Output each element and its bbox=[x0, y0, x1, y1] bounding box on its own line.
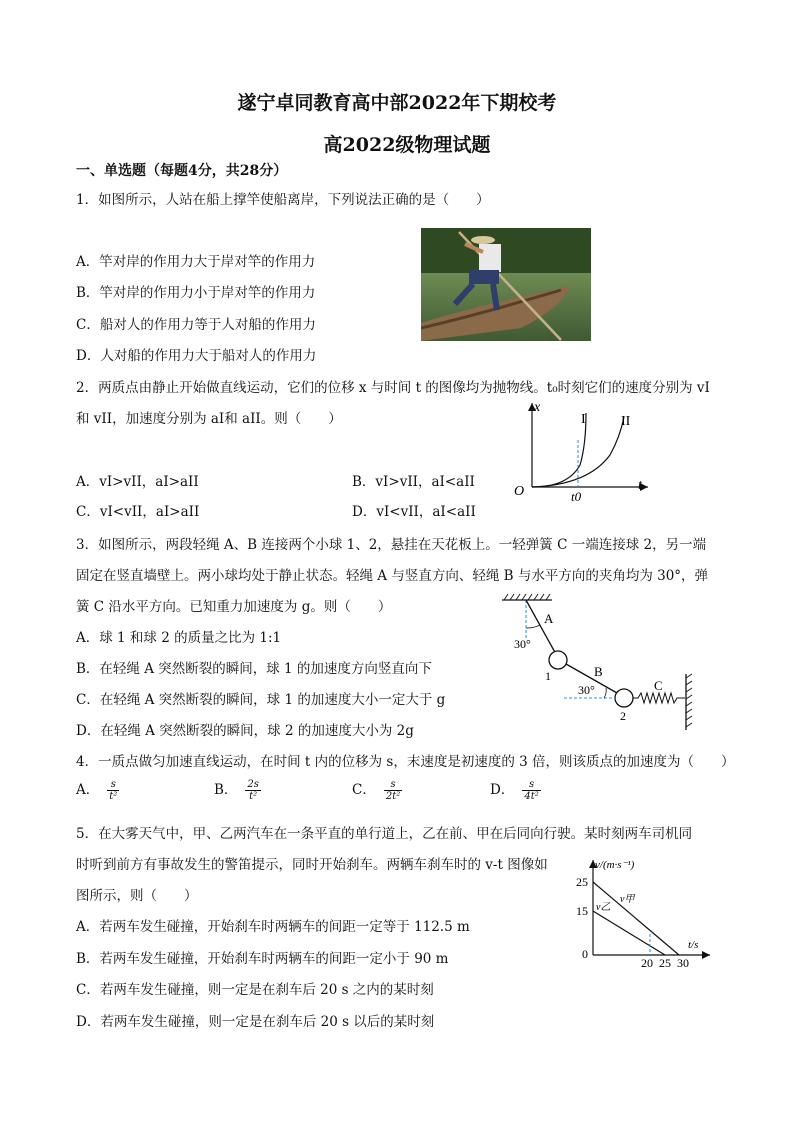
q3-spring-c-label: C bbox=[654, 678, 663, 693]
q3-rope-a-label: A bbox=[544, 611, 554, 626]
q2-graph-curve2: II bbox=[621, 414, 631, 429]
q1-option-a[interactable]: A．竿对岸的作用力大于岸对竿的作用力 bbox=[76, 254, 316, 270]
q5-graph-x-label: t/s bbox=[688, 939, 699, 951]
q3-rope-b-label: B bbox=[594, 664, 603, 679]
q4-c-numerator: s bbox=[384, 779, 402, 791]
q5-stem-line2: 时听到前方有事故发生的警笛提示，同时开始刹车。两辆车刹车时的 v-t 图像如 bbox=[76, 857, 548, 873]
q5-graph-x25: 25 bbox=[659, 956, 671, 970]
q4-option-d-label: D． bbox=[490, 782, 515, 798]
q4-option-c[interactable] bbox=[352, 778, 402, 802]
q5-graph-v-jia: v甲 bbox=[620, 894, 635, 905]
q3-option-c[interactable]: C．在轻绳 A 突然断裂的瞬间，球 1 的加速度大小一定大于 g bbox=[76, 692, 446, 708]
q4-d-denominator: 4t² bbox=[524, 791, 539, 802]
q3-stem-line2: 固定在竖直墙壁上。两小球均处于静止状态。轻绳 A 与竖直方向、轻绳 B 与水平方向的夹角均为 30°，弹 bbox=[76, 568, 709, 584]
q2-stem-line1: 2．两质点由静止开始做直线运动，它们的位移 x 与时间 t 的图像均为抛物线。t₀时刻它们的速度分别为 vI bbox=[76, 380, 710, 396]
q2-graph-curve1: I bbox=[581, 412, 586, 427]
q2-option-c[interactable]: C．vI<vII，aI>aII bbox=[76, 504, 200, 520]
q3-ball1-label: 1 bbox=[545, 669, 551, 683]
q2-option-b[interactable]: B．vI>vII，aI<aII bbox=[352, 474, 475, 490]
q5-option-b[interactable]: B．若两车发生碰撞，开始刹车时两辆车的间距一定小于 90 m bbox=[76, 951, 449, 967]
q3-option-a[interactable]: A．球 1 和球 2 的质量之比为 1:1 bbox=[76, 630, 282, 646]
q4-a-numerator: s bbox=[107, 779, 119, 791]
section-heading: 一、单选题（每题4分，共28分） bbox=[76, 163, 288, 179]
q4-option-a-label: A． bbox=[76, 782, 100, 798]
q5-stem-line3: 图所示，则（ ） bbox=[76, 888, 198, 904]
exam-title: 遂宁卓同教育高中部2022年下期校考 bbox=[237, 92, 557, 114]
q2-stem-line2: 和 vII，加速度分别为 aI和 aII。则（ ） bbox=[76, 411, 342, 427]
q1-option-b[interactable]: B．竿对岸的作用力小于岸对竿的作用力 bbox=[76, 285, 316, 301]
q3-stem-line3: 簧 C 沿水平方向。已知重力加速度为 g。则（ ） bbox=[76, 599, 392, 615]
exam-subtitle: 高2022级物理试题 bbox=[323, 134, 491, 156]
q2-graph-t0: t0 bbox=[571, 489, 582, 504]
q4-a-denominator: t² bbox=[109, 791, 118, 802]
q5-graph-x20: 20 bbox=[641, 956, 653, 970]
q5-graph-y15: 15 bbox=[576, 904, 588, 918]
q1-stem: 1．如图所示，人站在船上撑竿使船离岸，下列说法正确的是（ ） bbox=[76, 192, 490, 208]
q3-stem-line1: 3．如图所示，两段轻绳 A、B 连接两个小球 1、2，悬挂在天花板上。一轻弹簧 C 一端连接球 2，另一端 bbox=[76, 537, 707, 553]
q3-ball2-label: 2 bbox=[620, 709, 626, 723]
q2-graph-x-label: t bbox=[638, 478, 642, 493]
q4-b-numerator: 2s bbox=[247, 779, 259, 790]
q5-graph-y25: 25 bbox=[576, 875, 588, 889]
q5-option-c[interactable]: C．若两车发生碰撞，则一定是在刹车后 20 s 之内的某时刻 bbox=[76, 982, 434, 998]
q2-xt-graph bbox=[508, 395, 658, 509]
q4-option-a[interactable] bbox=[76, 778, 119, 802]
q4-option-b-label: B． bbox=[214, 782, 238, 798]
q5-graph-y-label: v/(m·s⁻¹) bbox=[595, 859, 635, 871]
q5-graph-origin: 0 bbox=[582, 947, 588, 961]
q4-option-d[interactable] bbox=[490, 778, 541, 802]
q3-rope-spring-figure bbox=[496, 590, 711, 744]
q1-option-c[interactable]: C．船对人的作用力等于人对船的作用力 bbox=[76, 317, 316, 333]
q4-d-numerator: s bbox=[522, 779, 540, 791]
q3-angle2-label: 30° bbox=[578, 683, 595, 697]
q5-option-d[interactable]: D．若两车发生碰撞，则一定是在刹车后 20 s 以后的某时刻 bbox=[76, 1014, 435, 1030]
boat-photo bbox=[421, 228, 591, 341]
q4-stem: 4．一质点做匀加速直线运动，在时间 t 内的位移为 s，末速度是初速度的 3 倍，则该质点的加速度为（ ） bbox=[76, 754, 735, 770]
q4-b-denominator: t² bbox=[249, 791, 258, 802]
q5-stem-line1: 5．在大雾天气中，甲、乙两汽车在一条平直的单行道上，乙在前、甲在后同向行驶。某时刻两车司机同 bbox=[76, 826, 693, 842]
q5-graph-x30: 30 bbox=[677, 956, 689, 970]
q2-graph-y-label: x bbox=[534, 400, 541, 415]
q2-graph-origin: O bbox=[514, 484, 525, 499]
q4-option-b[interactable] bbox=[214, 778, 261, 802]
q5-vt-graph bbox=[560, 852, 720, 976]
q3-option-b[interactable]: B．在轻绳 A 突然断裂的瞬间，球 1 的加速度方向竖直向下 bbox=[76, 661, 432, 677]
q1-option-d[interactable]: D．人对船的作用力大于船对人的作用力 bbox=[76, 348, 317, 364]
q5-graph-v-yi: v乙 bbox=[596, 902, 611, 913]
q5-option-a[interactable]: A．若两车发生碰撞，开始刹车时两辆车的间距一定等于 112.5 m bbox=[76, 919, 470, 935]
q4-option-c-label: C． bbox=[352, 782, 376, 798]
q2-option-a[interactable]: A．vI>vII，aI>aII bbox=[76, 474, 199, 490]
q3-angle1-label: 30° bbox=[514, 637, 531, 651]
q4-c-denominator: 2t² bbox=[385, 791, 401, 802]
q3-option-d[interactable]: D．在轻绳 A 突然断裂的瞬间，球 2 的加速度大小为 2g bbox=[76, 723, 414, 739]
q2-option-d[interactable]: D．vI<vII，aI<aII bbox=[352, 504, 476, 520]
